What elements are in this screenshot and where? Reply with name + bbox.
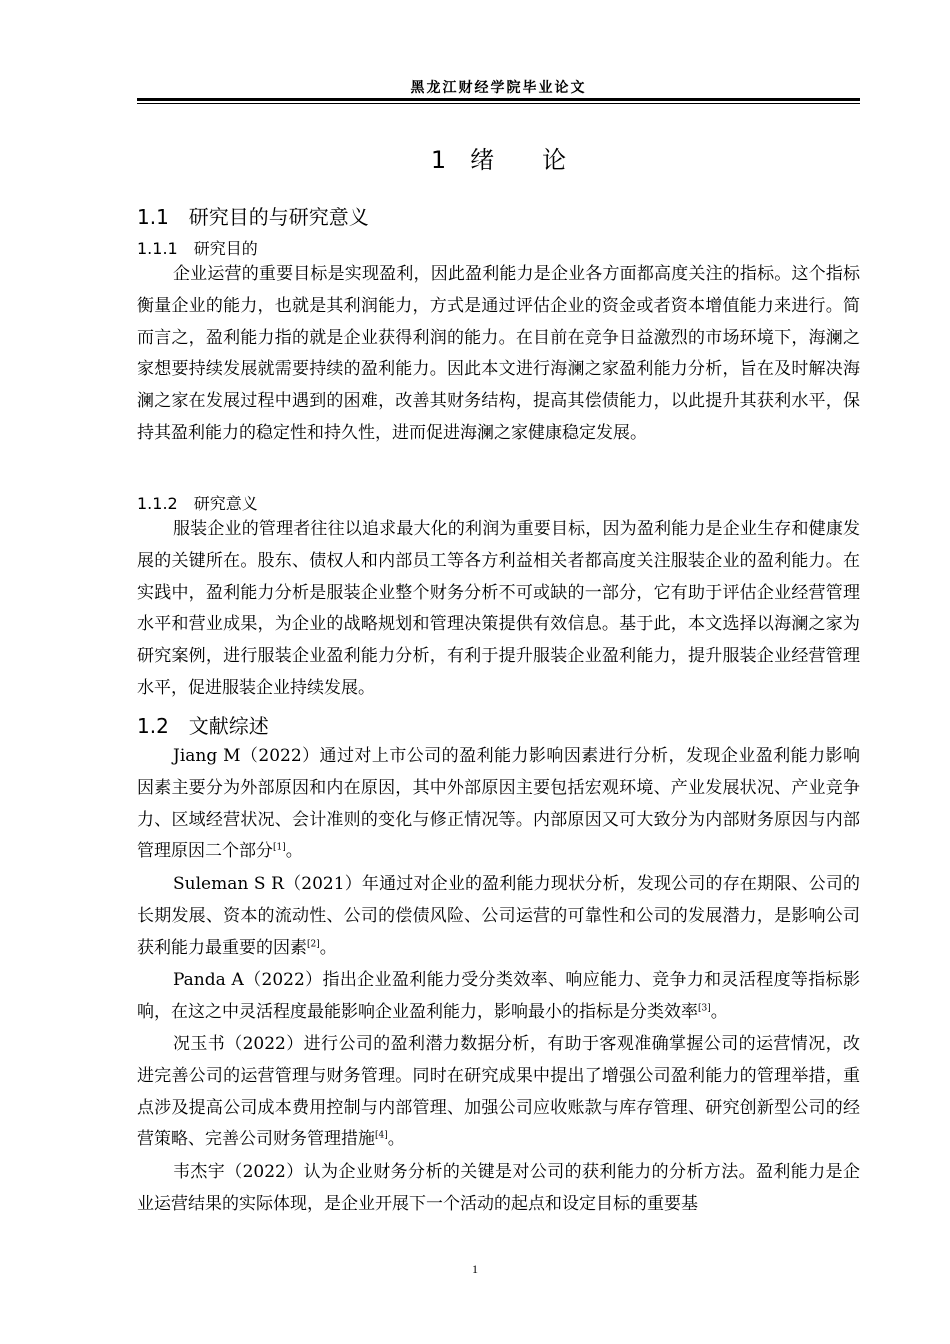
header-rule-thick — [137, 98, 860, 101]
citation-marker: [2] — [307, 938, 320, 949]
subsection-heading-1-1-1: 1.1.1 研究目的 — [137, 239, 258, 258]
section-heading-1-2: 1.2 文献综述 — [137, 714, 269, 738]
section-heading-1-1: 1.1 研究目的与研究意义 — [137, 205, 369, 229]
citation-marker: [1] — [273, 842, 286, 853]
literature-paragraph — [137, 1029, 860, 1156]
paragraph-research-significance: 服装企业的管理者往往以追求最大化的利润为重要目标，因为盈利能力是企业生存和健康发展的关键所在。股东、债权人和内部员工等各方利益相关者都高度关注服装企业的盈利能力。在实践中，盈利能力分析是服装企业整个财务分析不可或缺的一部分，它有助于评估企业经营管理水平和营业成果，为企业的战略规划和管理决策提供有效信息。基于此，本文选择以海澜之家为研究案例，进行服装企业盈利能力分析，有利于提升服装企业盈利能力，提升服装企业经营管理水平，促进服装企业持续发展。 — [137, 519, 860, 698]
sentence-end: 。 — [319, 937, 337, 958]
literature-text: Jiang M（2022）通过对上市公司的盈利能力影响因素进行分析，发现企业盈利能力影响因素主要分为外部原因和内在原因，其中外部原因主要包括宏观环境、产业发展状况、产业竞争力、区域经营状况、会计准则的变化与修正情况等。内部原因又可大致分为内部财务原因与内部管理原因二个部分 — [137, 746, 860, 862]
literature-text: 韦杰宇（2022）认为企业财务分析的关键是对公司的获利能力的分析方法。盈利能力是企业运营结果的实际体现，是企业开展下一个活动的起点和设定目标的重要基 — [137, 1162, 860, 1214]
sentence-end: 。 — [285, 841, 303, 862]
literature-paragraph — [137, 965, 860, 1029]
literature-paragraph — [137, 1157, 860, 1221]
literature-paragraph — [137, 741, 860, 868]
running-header: 黑龙江财经学院毕业论文 — [410, 80, 587, 96]
literature-paragraph — [137, 869, 860, 964]
literature-text: 况玉书（2022）进行公司的盈利潜力数据分析，有助于客观准确掌握公司的运营情况，改进完善公司的运营管理与财务管理。同时在研究成果中提出了增强公司盈利能力的管理举措，重点涉及提高公司成本费用控制与内部管理、加强公司应收账款与库存管理、研究创新型公司的经营策略、完善公司财务管理措施 — [137, 1034, 860, 1150]
page-number: 1 — [472, 1262, 478, 1276]
sentence-end: 。 — [387, 1129, 405, 1150]
subsection-heading-1-1-2: 1.1.2 研究意义 — [137, 494, 258, 513]
literature-text: Suleman S R（2021）年通过对企业的盈利能力现状分析，发现公司的存在期限、公司的长期发展、资本的流动性、公司的偿债风险、公司运营的可靠性和公司的发展潜力，是影响公司获利能力最重要的因素 — [137, 874, 860, 958]
sentence-end: 。 — [710, 1001, 728, 1022]
header-rule-thin — [137, 103, 860, 104]
paragraph-research-purpose: 企业运营的重要目标是实现盈利，因此盈利能力是企业各方面都高度关注的指标。这个指标衡量企业的能力，也就是其利润能力，方式是通过评估企业的资金或者资本增值能力来进行。简而言之，盈利能力指的就是企业获得利润的能力。在目前在竞争日益激烈的市场环境下，海澜之家想要持续发展就需要持续的盈利能力。因此本文进行海澜之家盈利能力分析，旨在及时解决海澜之家在发展过程中遇到的困难，改善其财务结构，提高其偿债能力，以此提升其获利水平，保持其盈利能力的稳定性和持久性，进而促进海澜之家健康稳定发展。 — [137, 264, 860, 443]
literature-text: Panda A（2022）指出企业盈利能力受分类效率、响应能力、竞争力和灵活程度等指标影响，在这之中灵活程度最能影响企业盈利能力，影响最小的指标是分类效率 — [137, 970, 860, 1022]
citation-marker: [3] — [698, 1003, 711, 1014]
chapter-title: 1 绪 论 — [430, 146, 567, 174]
citation-marker: [4] — [375, 1130, 388, 1141]
